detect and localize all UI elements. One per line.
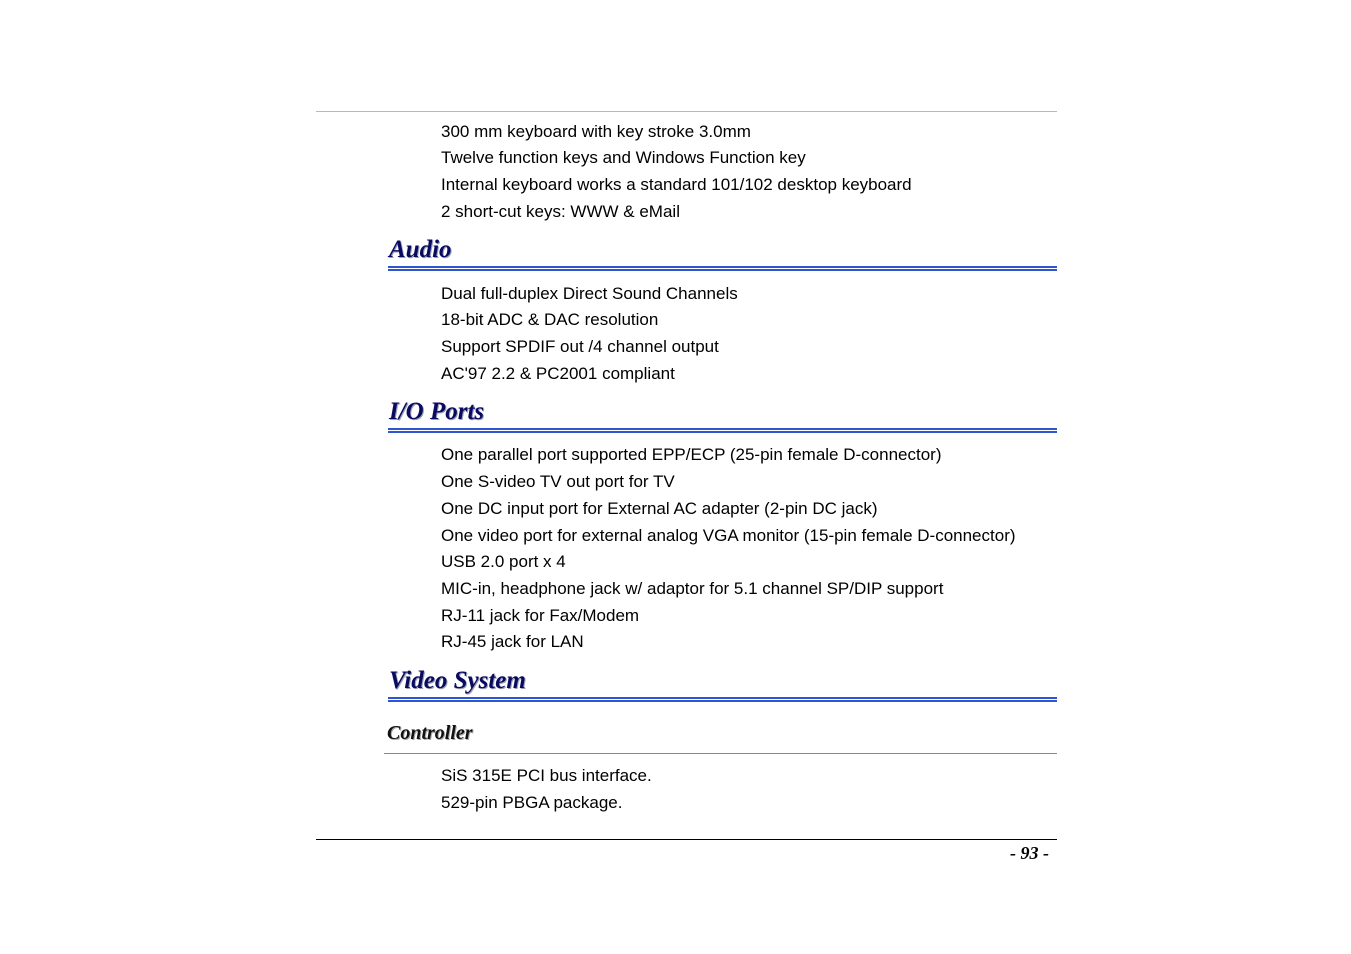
section-heading-video-system: Video System [389, 667, 526, 694]
section-rule-io-ports [388, 428, 1057, 433]
section-heading-io-ports: I/O Ports [389, 398, 485, 425]
section-heading-audio: Audio [389, 236, 452, 263]
header-rule [316, 111, 1057, 112]
io-port-item: One video port for external analog VGA monitor (15-pin female D-connector) [441, 526, 1016, 545]
audio-item: AC'97 2.2 & PC2001 compliant [441, 364, 675, 383]
section-rule-audio [388, 266, 1057, 271]
io-port-item: RJ-45 jack for LAN [441, 632, 584, 651]
io-port-item: One parallel port supported EPP/ECP (25-pin female D-connector) [441, 445, 942, 464]
io-port-item: One DC input port for External AC adapter (2-pin DC jack) [441, 499, 878, 518]
keyboard-item: 300 mm keyboard with key stroke 3.0mm [441, 122, 751, 141]
io-port-item: One S-video TV out port for TV [441, 472, 675, 491]
io-port-item: MIC-in, headphone jack w/ adaptor for 5.1 channel SP/DIP support [441, 579, 944, 598]
page-number: - 93 - [1010, 843, 1049, 863]
section-rule-video-system [388, 697, 1057, 702]
keyboard-item: 2 short-cut keys: WWW & eMail [441, 202, 680, 221]
controller-item: SiS 315E PCI bus interface. [441, 766, 652, 785]
subheading-controller: Controller [387, 722, 473, 744]
io-port-item: RJ-11 jack for Fax/Modem [441, 606, 640, 625]
audio-item: Dual full-duplex Direct Sound Channels [441, 284, 738, 303]
controller-item: 529-pin PBGA package. [441, 793, 623, 812]
audio-item: 18-bit ADC & DAC resolution [441, 310, 659, 329]
subheading-rule [384, 753, 1057, 754]
audio-item: Support SPDIF out /4 channel output [441, 337, 719, 356]
keyboard-item: Internal keyboard works a standard 101/102 desktop keyboard [441, 175, 912, 194]
io-port-item: USB 2.0 port x 4 [441, 552, 566, 571]
keyboard-item: Twelve function keys and Windows Function key [441, 148, 806, 167]
footer-rule [316, 839, 1057, 840]
